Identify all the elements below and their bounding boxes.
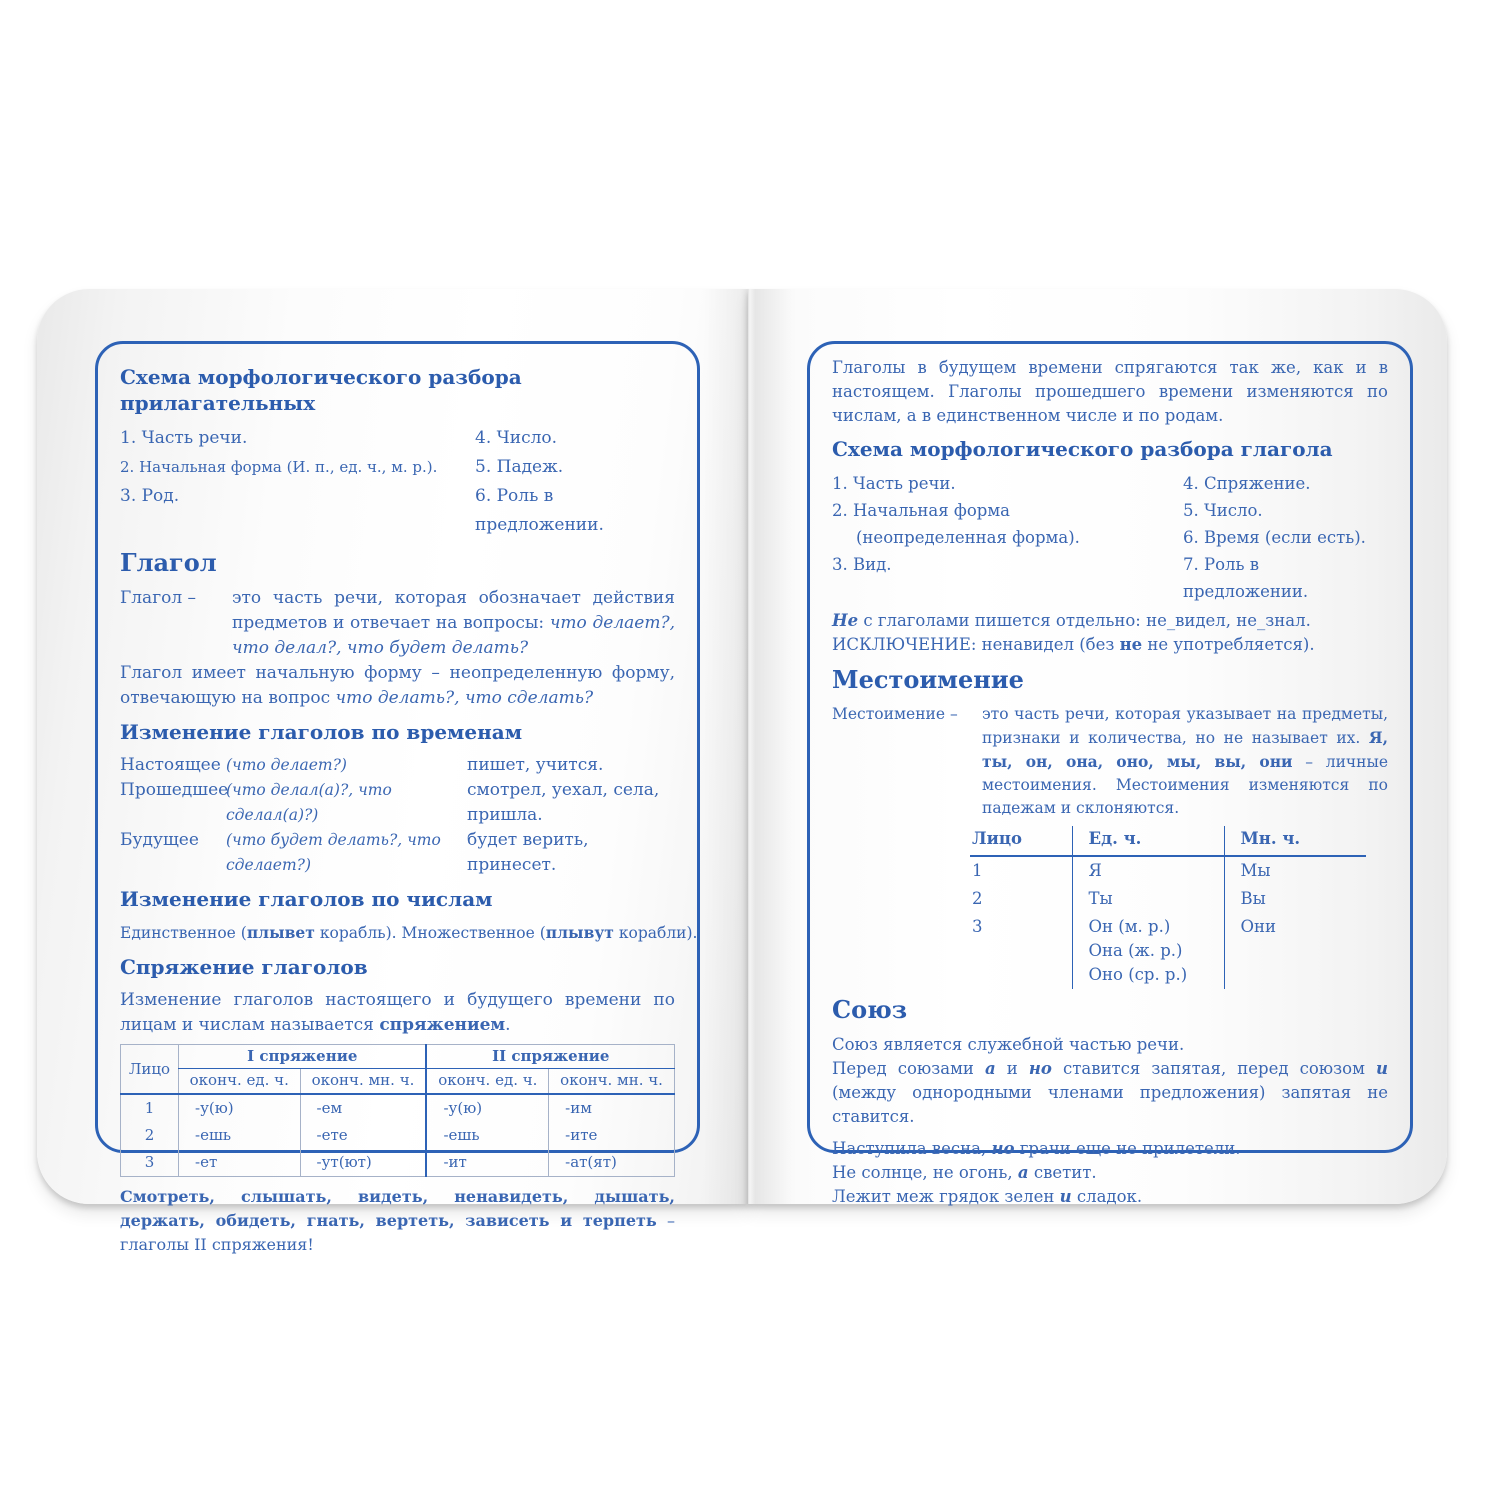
- tense-question: (что будет делать?, что сделает?): [226, 831, 441, 874]
- table-cell: 3: [121, 1149, 179, 1177]
- tense-example: пишет, учится.: [467, 755, 604, 775]
- number-change-heading: Изменение глаголов по числам: [120, 887, 493, 911]
- table-header: Мн. ч.: [1224, 826, 1366, 856]
- table-corner-header: Лицо: [121, 1045, 179, 1095]
- conjugation-intro: Изменение глаголов настоящего и будущего времени по лицам и числам называется спряжением.: [120, 990, 675, 1035]
- tense-change-heading: Изменение глаголов по временам: [120, 720, 523, 744]
- table-cell: -им: [549, 1094, 675, 1122]
- verbs-future-paragraph: Глаголы в будущем времени спрягаются так же, как и в настоящем. Глаголы прошедшего времени изменяются по числам, а в единственном числе и по родам.: [832, 358, 1388, 425]
- table-subheader: оконч. ед. ч.: [426, 1069, 548, 1095]
- conjunction-rule: Перед союзами а и но ставится запятая, перед союзом и (между однородными членами предложения) запятая не ставится.: [832, 1059, 1388, 1126]
- table-cell: 3: [972, 917, 983, 936]
- list-item: 6. Роль в предложении.: [475, 486, 604, 535]
- table-subheader: оконч. мн. ч.: [549, 1069, 675, 1095]
- table-cell: -ем: [300, 1094, 426, 1122]
- table-cell: -у(ю): [179, 1094, 301, 1122]
- table-group-header: I спряжение: [179, 1045, 427, 1069]
- tense-table: [120, 753, 675, 878]
- tense-example: будет верить, принесет.: [467, 830, 589, 875]
- pronoun-table: [970, 826, 1366, 989]
- table-cell: -ете: [300, 1122, 426, 1149]
- list-item: 1. Часть речи.: [120, 428, 248, 448]
- table-cell: 1: [121, 1094, 179, 1122]
- right-content-box: [807, 341, 1413, 1206]
- table-group-header: II спряжение: [426, 1045, 674, 1069]
- list-item: 4. Число.: [475, 428, 558, 448]
- list-item: 6. Время (если есть).: [1183, 528, 1366, 547]
- list-item: 7. Роль в предложении.: [1183, 555, 1309, 601]
- table-subheader: оконч. ед. ч.: [179, 1069, 301, 1095]
- table-row: [121, 1122, 675, 1149]
- tense-example: смотрел, уехал, села, пришла.: [467, 780, 660, 825]
- table-cell: -ите: [549, 1122, 675, 1149]
- table-cell: Они: [1224, 913, 1366, 989]
- verb-scheme-heading: Схема морфологического разбора глагола: [832, 437, 1333, 461]
- verb-heading: Глагол: [120, 548, 217, 577]
- tense-name: Настоящее: [120, 755, 221, 775]
- list-item: 4. Спряжение.: [1183, 474, 1311, 493]
- list-item: 2. Начальная форма (И. п., ед. ч., м. р.).: [120, 458, 438, 476]
- table-cell: Он (м. р.) Она (ж. р.) Оно (ср. р.): [1072, 913, 1224, 989]
- table-cell: -ит: [426, 1149, 548, 1177]
- table-cell: -ет: [179, 1149, 301, 1177]
- adjective-scheme-list: [120, 424, 675, 540]
- table-header: Лицо: [970, 826, 1072, 856]
- tense-question: (что делает?): [226, 756, 347, 774]
- conjugation-table: [120, 1044, 675, 1177]
- example-line: Не солнце, не огонь, а светит.: [832, 1163, 1097, 1182]
- list-item: 5. Число.: [1183, 501, 1263, 520]
- table-cell: Вы: [1224, 885, 1366, 913]
- list-column: [120, 424, 475, 540]
- tense-name: Будущее: [120, 830, 199, 850]
- adjective-scheme-heading: Схема морфологического разбора прилагательных: [120, 365, 522, 415]
- verb-definition-text: это часть речи, которая обозначает действия предметов и отвечает на вопросы: что делает?, что делал?, что будет делать?: [232, 588, 675, 658]
- verb-initial-form-text: Глагол имеет начальную форму – неопределенную форму, отвечающую на вопрос что делать?, что сделать?: [120, 663, 675, 708]
- number-sentence: Единственное (плывет корабль). Множественное (плывут корабли).: [120, 923, 698, 942]
- verb-scheme-list: [832, 470, 1388, 605]
- pronoun-definition-label: Местоимение –: [832, 705, 958, 723]
- table-cell: Мы: [1224, 856, 1366, 885]
- left-content-box: [95, 341, 700, 1254]
- list-item: 1. Часть речи.: [832, 474, 956, 493]
- table-cell: -ут(ют): [300, 1149, 426, 1177]
- table-cell: -ешь: [426, 1122, 548, 1149]
- conjugation-exception-note: Смотреть, слышать, видеть, ненавидеть, дышать, держать, обидеть, гнать, вертеть, зависеть и терпеть – глаголы II спряжения!: [120, 1187, 676, 1254]
- conjugation-heading: Спряжение глаголов: [120, 955, 368, 979]
- table-cell: -ат(ят): [549, 1149, 675, 1177]
- example-line: Лежит меж грядок зелен и сладок.: [832, 1187, 1143, 1206]
- ne-rule: Не с глаголами пишется отдельно: не_видел, не_знал.: [832, 611, 1311, 630]
- table-header: Ед. ч.: [1072, 826, 1224, 856]
- conjunction-definition: Союз является служебной частью речи.: [832, 1035, 1185, 1054]
- tense-question: (что делал(а)?, что сделал(а)?): [226, 781, 392, 824]
- list-item: 5. Падеж.: [475, 457, 564, 477]
- table-cell: 1: [972, 861, 983, 880]
- list-item: 2. Начальная форма: [832, 501, 1010, 520]
- verb-definition: [120, 586, 675, 661]
- table-row: [121, 1094, 675, 1122]
- table-row: [970, 885, 1366, 913]
- list-item: 3. Вид.: [832, 555, 892, 574]
- table-cell: 2: [121, 1122, 179, 1149]
- table-row: [970, 856, 1366, 885]
- list-item: (неопределенная форма).: [856, 528, 1080, 547]
- table-row: [970, 913, 1366, 989]
- list-column: [1183, 470, 1388, 605]
- conjunction-examples: [832, 1137, 1388, 1209]
- pronoun-heading: Местоимение: [832, 665, 1024, 694]
- ne-exception: ИСКЛЮЧЕНИЕ: ненавидел (без не не употребляется).: [832, 635, 1315, 654]
- list-item: 3. Род.: [120, 486, 180, 506]
- table-subheader: оконч. мн. ч.: [300, 1069, 426, 1095]
- table-cell: -ешь: [179, 1122, 301, 1149]
- notebook-spread: [37, 289, 1447, 1254]
- table-row: [121, 1149, 675, 1177]
- table-cell: -у(ю): [426, 1094, 548, 1122]
- table-header-row: [970, 826, 1366, 856]
- table-cell: 2: [972, 889, 983, 908]
- example-line: Наступила весна, но грачи еще не прилетели.: [832, 1139, 1241, 1158]
- conjunction-heading: Союз: [832, 995, 908, 1024]
- list-column: [832, 470, 1183, 605]
- pronoun-definition: [832, 703, 1388, 820]
- table-cell: Я: [1072, 856, 1224, 885]
- table-cell: Ты: [1072, 885, 1224, 913]
- list-column: [475, 424, 675, 540]
- pronoun-definition-text: это часть речи, которая указывает на предметы, признаки и количества, но не называет их. Я, ты, он, она, оно, мы, вы, они – личные местоимения. Местоимения изменяются по падежам и склоняются.: [982, 705, 1388, 817]
- tense-name: Прошедшее: [120, 780, 229, 800]
- verb-definition-label: Глагол –: [120, 588, 197, 608]
